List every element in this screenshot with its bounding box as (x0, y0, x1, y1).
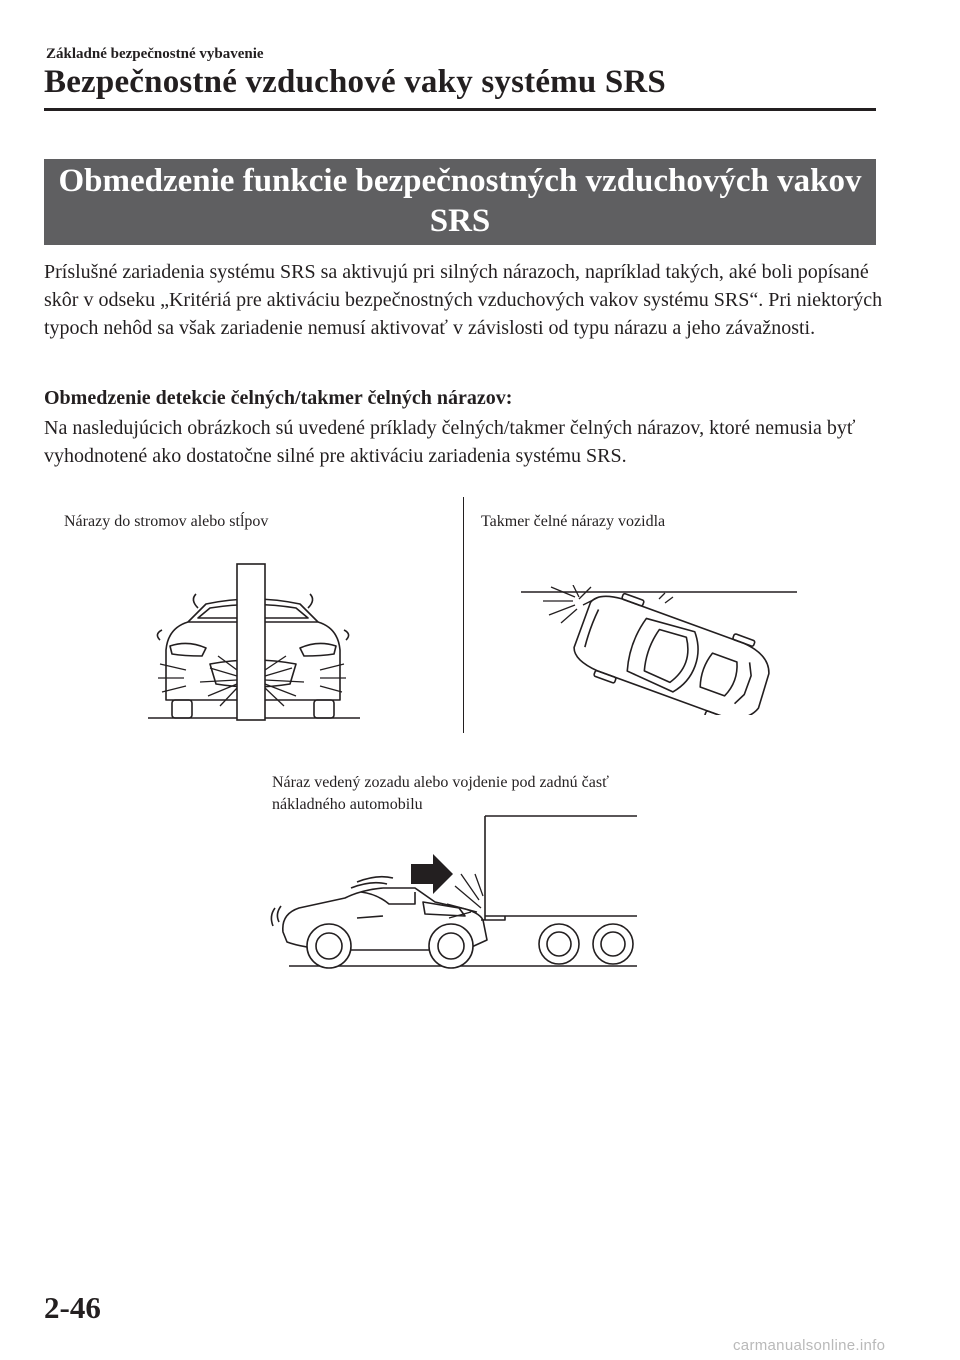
angle-impact-illustration (515, 585, 805, 715)
site-watermark: carmanualsonline.info (733, 1337, 886, 1354)
illustration-divider (463, 497, 464, 733)
examples-paragraph: Na nasledujúcich obrázkoch sú uvedené príklady čelných/takmer čelných nárazov, ktoré nemusia byť vyhodnotené ako dostatočne silné pre aktiváciu zariadenia systému SRS. (44, 417, 856, 467)
chapter-label: Základné bezpečnostné vybavenie (46, 46, 264, 62)
subheading: Obmedzenie detekcie čelných/takmer čelných nárazov: (44, 387, 513, 409)
page-number: 2-46 (44, 1290, 101, 1325)
caption-rear-underride: Náraz vedený zozadu alebo vojdenie pod zadnú časť nákladného automobilu (272, 774, 609, 813)
section-title: Bezpečnostné vzduchové vaky systému SRS (44, 64, 666, 100)
banner-line-2: SRS (429, 203, 491, 239)
caption-pole-impact: Nárazy do stromov alebo stĺpov (64, 513, 269, 530)
banner-line-1: Obmedzenie funkcie bezpečnostných vzduchových vakov (58, 163, 862, 199)
caption-angle-impact: Takmer čelné nárazy vozidla (481, 513, 666, 530)
topic-banner (44, 159, 876, 245)
intro-paragraph: Príslušné zariadenia systému SRS sa aktivujú pri silných nárazoch, napríklad takých, aké boli popísané skôr v odseku „Kritériá pre aktiváciu bezpečnostných vzduchových vakov systému SRS“. Pri niektorých typoch nehôd sa však zariadenie nemusí aktivovať v závislosti od typu nárazu a jeho závažnosti. (44, 261, 883, 339)
underride-illustration (265, 808, 645, 973)
pole-impact-illustration (140, 560, 370, 730)
header-rule (44, 108, 876, 111)
